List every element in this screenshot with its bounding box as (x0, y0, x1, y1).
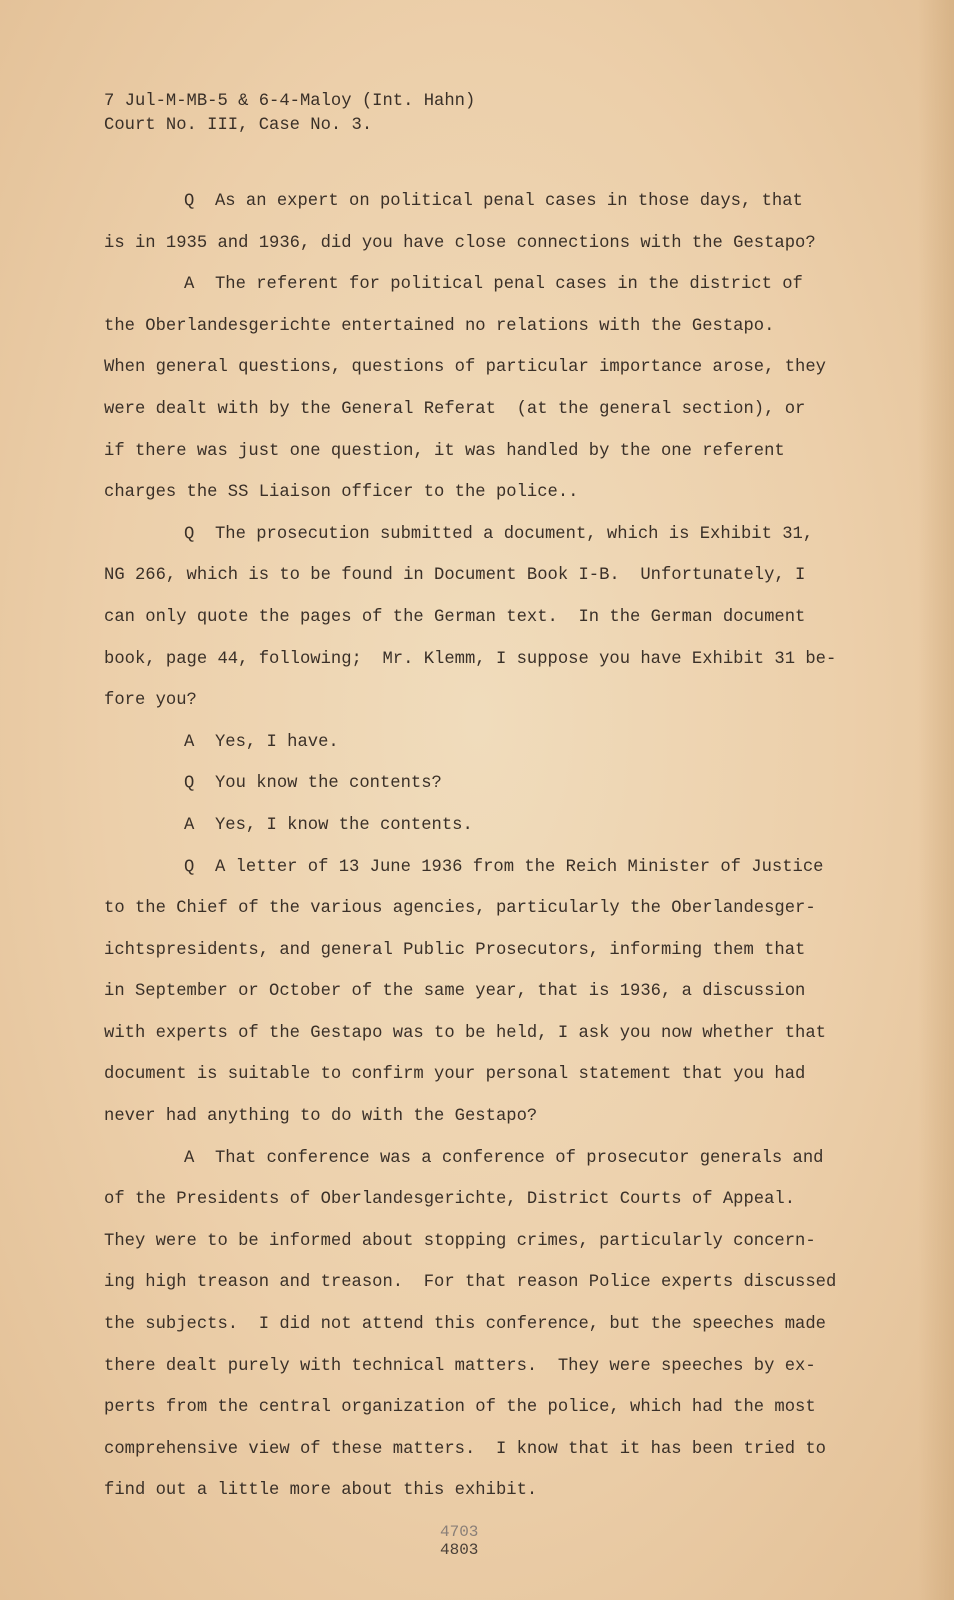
transcript-line: ing high treason and treason. For that reason Police experts discussed (104, 1273, 837, 1293)
page-number: 4803 (440, 1541, 479, 1559)
header-case-reference: 7 Jul-M-MB-5 & 6-4-Maloy (Int. Hahn) (104, 92, 476, 111)
page-edge-shadow (918, 0, 954, 1600)
transcript-line: can only quote the pages of the German text. In the German document (104, 607, 806, 627)
document-header (104, 90, 475, 138)
page-number-block (440, 1523, 478, 1559)
transcript-line: They were to be informed about stopping crimes, particularly concern- (104, 1231, 816, 1251)
transcript-line: book, page 44, following; Mr. Klemm, I suppose you have Exhibit 31 be- (104, 649, 837, 669)
transcript-line: never had anything to do with the Gestapo? (104, 1107, 538, 1127)
transcript-line: Q The prosecution submitted a document, which is Exhibit 31, (184, 524, 814, 544)
transcript-line: is in 1935 and 1936, did you have close connections with the Gestapo? (104, 233, 816, 253)
transcript-line: document is suitable to confirm your personal statement that you had (104, 1065, 806, 1085)
transcript-line: ichtspresidents, and general Public Prosecutors, informing them that (104, 940, 806, 960)
transcript-line: were dealt with by the General Referat (at the general section), or (104, 399, 806, 419)
page-number-struck: 4703 (440, 1523, 479, 1541)
transcript-line: find out a little more about this exhibit. (104, 1481, 538, 1501)
transcript-line: charges the SS Liaison officer to the police.. (104, 483, 579, 503)
transcript-line: A Yes, I know the contents. (184, 815, 473, 835)
transcript-line: to the Chief of the various agencies, particularly the Oberlandesger- (104, 899, 816, 919)
transcript-line: if there was just one question, it was handled by the one referent (104, 441, 785, 461)
transcript-line: Q You know the contents? (184, 774, 442, 794)
transcript-line: When general questions, questions of particular importance arose, they (104, 358, 826, 378)
transcript-body (104, 190, 844, 1521)
transcript-line: in September or October of the same year, that is 1936, a discussion (104, 982, 806, 1002)
transcript-line: comprehensive view of these matters. I know that it has been tried to (104, 1439, 826, 1459)
transcript-line: A Yes, I have. (184, 732, 339, 752)
transcript-line: A That conference was a conference of prosecutor generals and (184, 1148, 824, 1168)
transcript-line: A The referent for political penal cases in the district of (184, 275, 803, 295)
transcript-line: NG 266, which is to be found in Document Book I-B. Unfortunately, I (104, 566, 806, 586)
transcript-line: there dealt purely with technical matters. They were speeches by ex- (104, 1356, 816, 1376)
transcript-line: the subjects. I did not attend this conference, but the speeches made (104, 1315, 826, 1335)
transcript-line: Q As an expert on political penal cases in those days, that (184, 192, 803, 211)
transcript-line: with experts of the Gestapo was to be held, I ask you now whether that (104, 1023, 826, 1043)
transcript-line: the Oberlandesgerichte entertained no relations with the Gestapo. (104, 316, 775, 336)
transcript-line: Q A letter of 13 June 1936 from the Reich Minister of Justice (184, 857, 824, 877)
transcript-line: of the Presidents of Oberlandesgerichte, District Courts of Appeal. (104, 1190, 796, 1210)
transcript-line: fore you? (104, 691, 197, 711)
header-court-case: Court No. III, Case No. 3. (104, 116, 373, 135)
transcript-line: perts from the central organization of the police, which had the most (104, 1398, 816, 1418)
